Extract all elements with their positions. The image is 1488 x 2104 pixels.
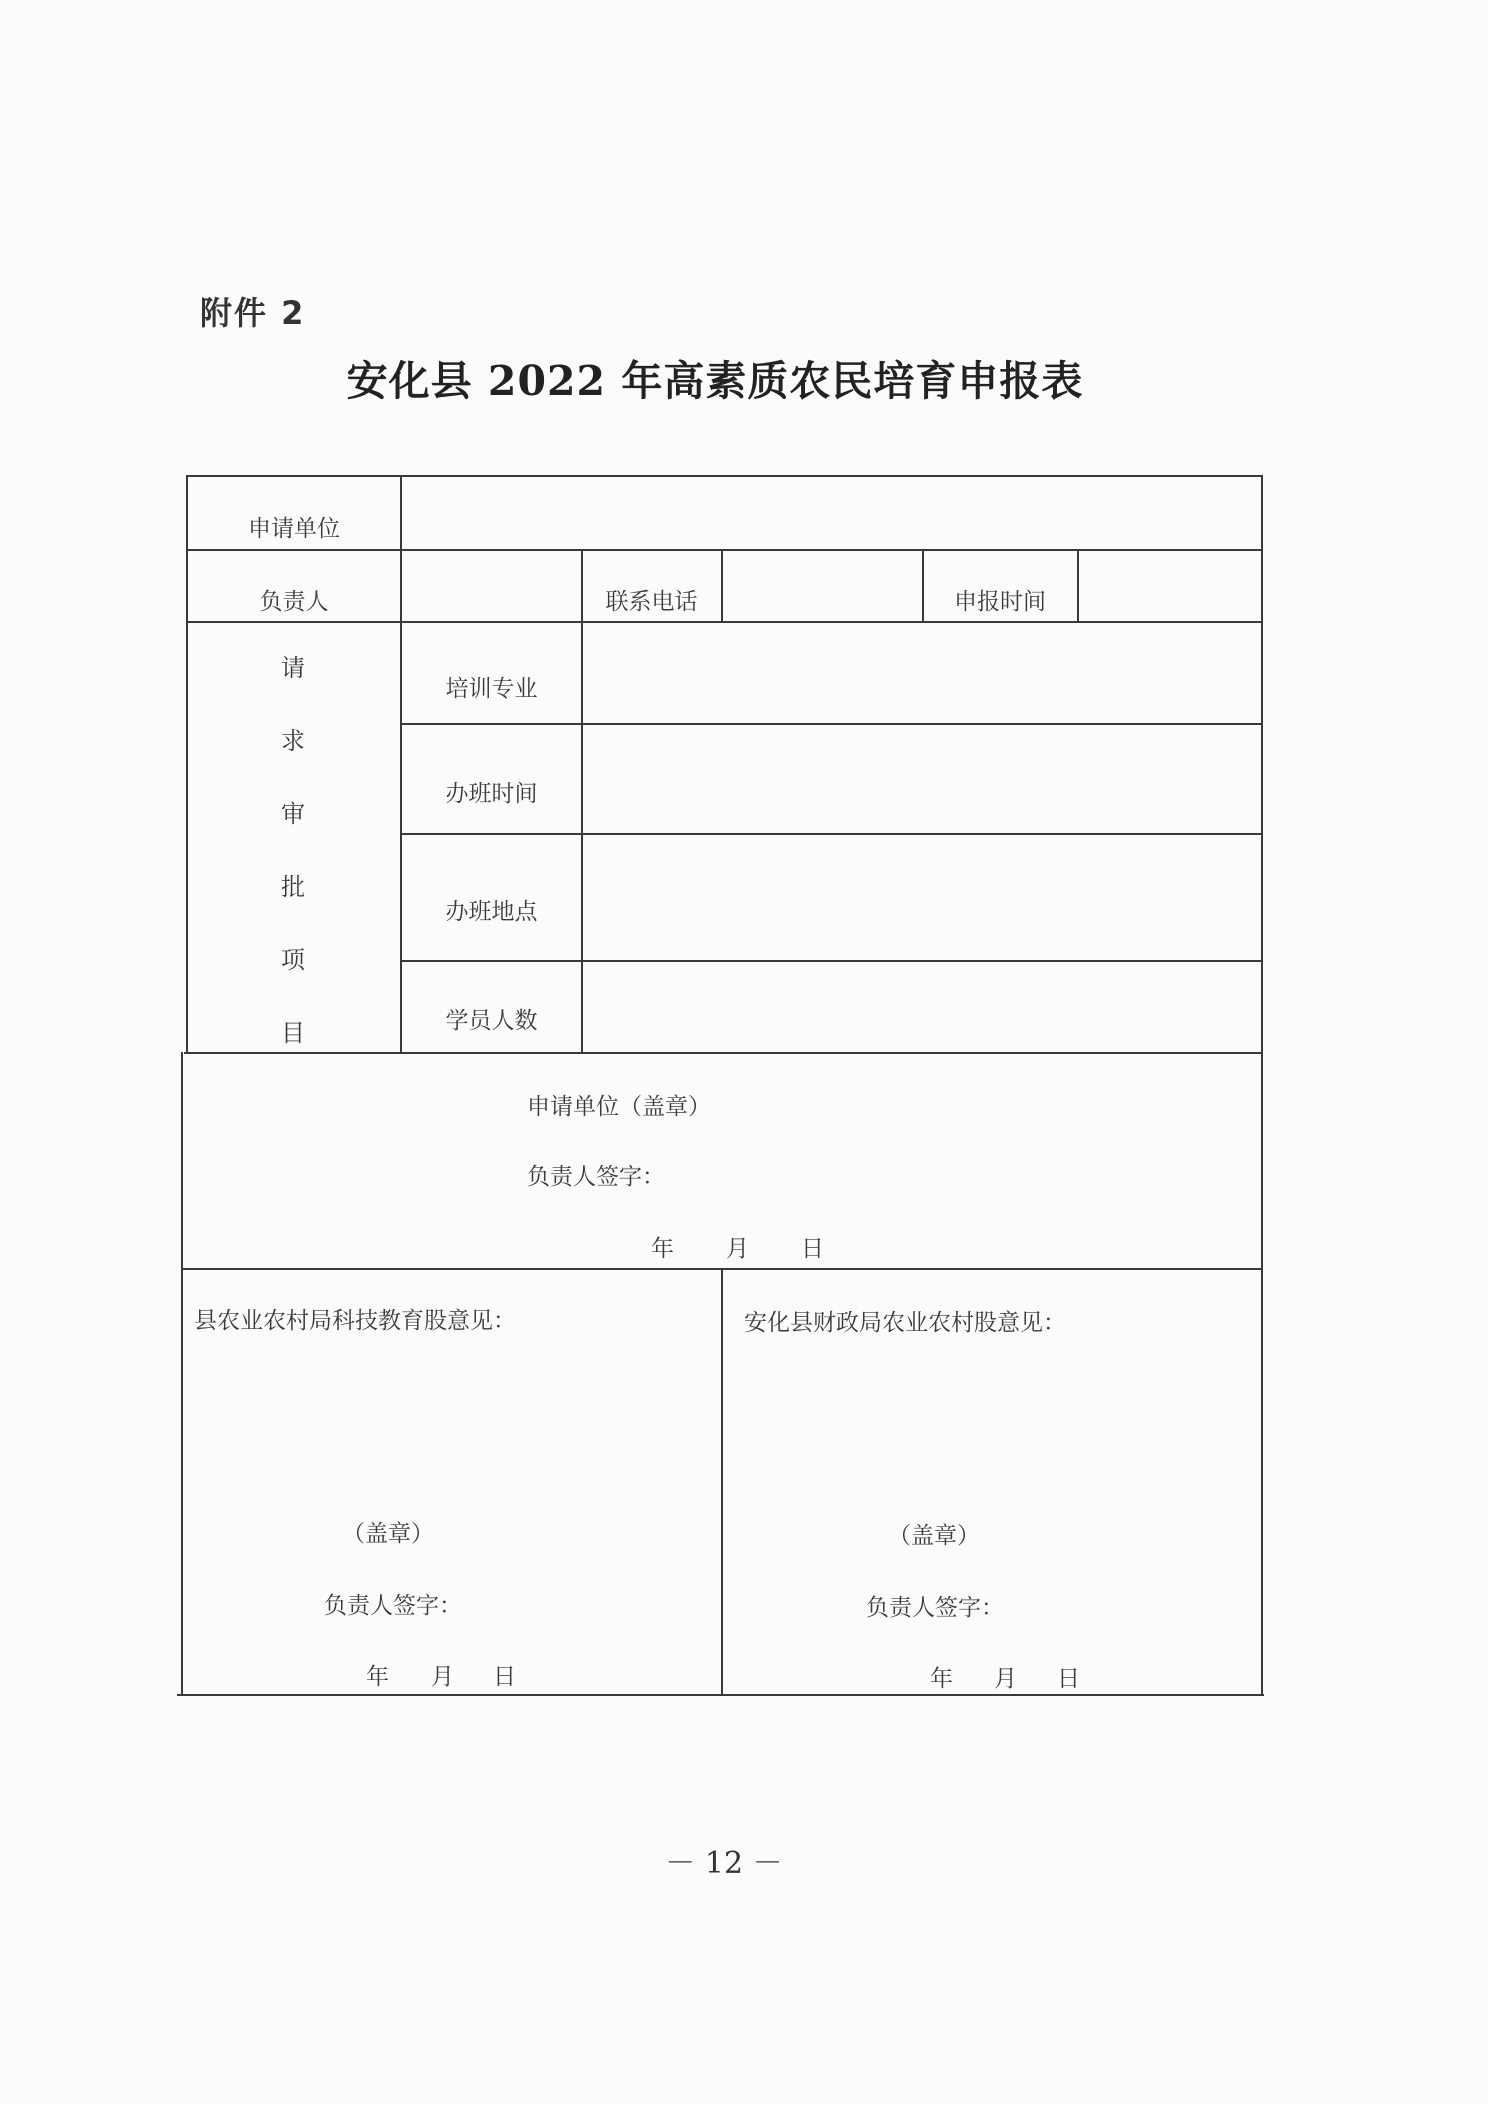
row-divider	[401, 723, 1262, 725]
training-major-label: 培训专业	[445, 676, 538, 702]
class-time-label: 办班时间	[445, 781, 538, 807]
request-items-label	[188, 648, 398, 1048]
agri-bureau-opinion-field[interactable]	[190, 1345, 710, 1495]
request-items-char: 求	[281, 727, 305, 755]
row-divider	[401, 960, 1262, 962]
attachment-label: 附件 2	[200, 294, 306, 332]
finance-bureau-date-day: 日	[1057, 1666, 1080, 1692]
column-divider	[400, 475, 402, 1052]
agri-bureau-date-year: 年	[366, 1664, 389, 1690]
column-divider	[721, 549, 723, 623]
table-border-top	[188, 475, 1262, 477]
report-time-label: 申报时间	[954, 589, 1046, 615]
finance-bureau-signature-label: 负责人签字：	[866, 1595, 1004, 1621]
agri-bureau-signature-label: 负责人签字：	[324, 1593, 462, 1619]
applicant-date-month: 月	[726, 1236, 749, 1262]
student-count-field[interactable]	[584, 963, 1260, 1051]
finance-bureau-date-month: 月	[994, 1666, 1017, 1692]
applicant-stamp-label: 申请单位（盖章）	[527, 1094, 711, 1120]
finance-bureau-date-year: 年	[930, 1666, 953, 1692]
row-divider	[401, 833, 1262, 835]
finance-bureau-stamp-label: （盖章）	[888, 1523, 980, 1549]
request-items-char: 批	[281, 873, 305, 901]
agri-bureau-stamp-label: （盖章）	[342, 1521, 434, 1547]
table-border-right	[1261, 475, 1263, 1696]
training-major-field[interactable]	[584, 624, 1260, 722]
column-divider	[1077, 549, 1079, 623]
request-items-char: 目	[281, 1019, 305, 1047]
row-divider	[184, 1052, 1262, 1054]
column-divider	[721, 1268, 723, 1695]
applicant-unit-field[interactable]	[403, 478, 1259, 548]
person-in-charge-label: 负责人	[259, 589, 329, 615]
finance-bureau-opinion-field[interactable]	[730, 1345, 1255, 1495]
request-items-char: 项	[281, 946, 305, 974]
student-count-label: 学员人数	[445, 1008, 538, 1034]
class-location-label: 办班地点	[445, 899, 538, 925]
column-divider	[581, 549, 583, 1052]
person-in-charge-field[interactable]	[403, 552, 580, 620]
applicant-unit-label: 申请单位	[248, 516, 340, 542]
applicant-date-day: 日	[801, 1236, 824, 1262]
form-title: 安化县 2022 年高素质农民培育申报表	[346, 357, 1084, 405]
finance-bureau-opinion-label: 安化县财政局农业农村股意见：	[744, 1310, 1066, 1336]
agri-bureau-opinion-label: 县农业农村局科技教育股意见：	[194, 1308, 516, 1334]
applicant-signature-label: 负责人签字：	[527, 1164, 665, 1190]
request-items-char: 请	[281, 654, 305, 682]
request-items-char: 审	[281, 800, 305, 828]
agri-bureau-date-day: 日	[493, 1664, 516, 1690]
class-location-field[interactable]	[584, 836, 1260, 959]
table-border-left	[181, 1052, 183, 1695]
row-divider	[188, 549, 1262, 551]
row-divider	[187, 621, 1262, 623]
applicant-date-year: 年	[651, 1236, 674, 1262]
agri-bureau-date-month: 月	[431, 1664, 454, 1690]
contact-phone-field[interactable]	[724, 552, 921, 620]
report-time-field[interactable]	[1080, 552, 1260, 620]
class-time-field[interactable]	[584, 726, 1260, 832]
contact-phone-label: 联系电话	[605, 589, 698, 615]
page-number: － 12 －	[665, 1846, 783, 1881]
